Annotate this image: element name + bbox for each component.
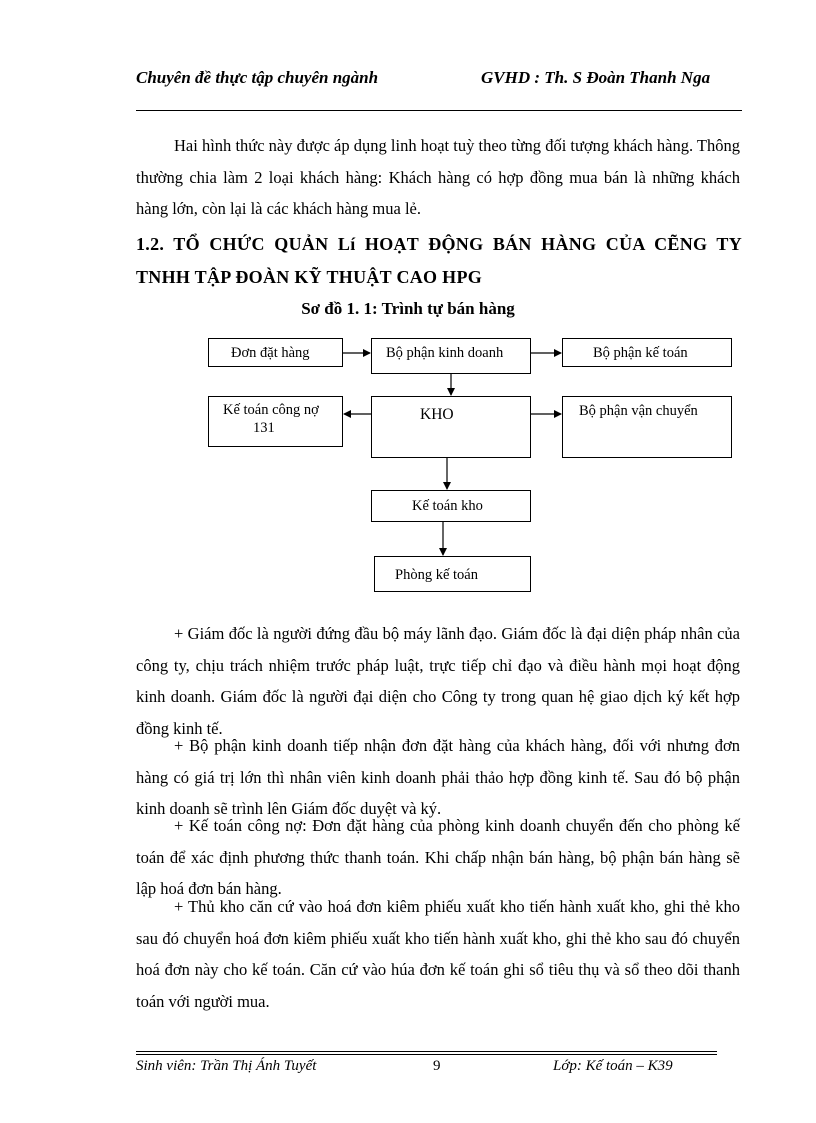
box-accounting-office: Phòng kế toán	[374, 556, 531, 592]
page-number: 9	[433, 1058, 441, 1074]
box-debt-code: 131	[253, 420, 275, 436]
box-sales-department: Bộ phận kinh doanh	[371, 338, 531, 374]
box-stock-accounting: Kế toán kho	[371, 490, 531, 522]
footer-class: Lớp: Kế toán – K39	[553, 1058, 673, 1074]
box-debt-accounting	[208, 396, 343, 447]
header-divider	[136, 110, 742, 111]
footer-divider-bottom	[136, 1054, 717, 1055]
box-accounting-department: Bộ phận kế toán	[562, 338, 732, 367]
warehouse-paragraph: + Thủ kho căn cứ vào hoá đơn kiêm phiếu xuất kho tiến hành xuất kho, ghi thẻ kho sau đó chuyển hoá đơn kiêm phiếu xuất kho tiến hành xuất kho, ghi thẻ kho sau đó chuyển hoá đơn này cho kế toán. Căn cứ vào húa đơn kế toán ghi sổ tiêu thụ và sổ theo dõi thanh toán với người mua.	[136, 897, 740, 1011]
box-shipping: Bộ phận vận chuyển	[562, 396, 732, 458]
box-debt-label: Kế toán công nợ	[223, 402, 319, 418]
director-paragraph: + Giám đốc là người đứng đầu bộ máy lãnh đạo. Giám đốc là đại diện pháp nhân của công ty, chịu trách nhiệm trước pháp luật, trực tiếp chỉ đạo và điều hành mọi hoạt động kinh doanh. Giám đốc là người đại diện cho Công ty trong quan hệ giao dịch ký kết hợp đồng kinh tế.	[136, 624, 740, 738]
footer-divider-top	[136, 1051, 717, 1052]
section-heading: 1.2. TỔ CHỨC QUẢN Lí HOẠT ĐỘNG BÁN HÀNG CỦA CẼNG TY TNHH TẬP ĐOÀN KỸ THUẬT CAO HPG	[136, 234, 742, 287]
footer-student: Sinh viên: Trần Thị Ánh Tuyết	[136, 1058, 317, 1074]
box-order: Đơn đặt hàng	[208, 338, 343, 367]
debt-paragraph: + Kế toán công nợ: Đơn đặt hàng của phòng kinh doanh chuyển đến cho phòng kế toán để xác định phương thức thanh toán. Khi chấp nhận bán hàng, bộ phận bán hàng sẽ lập hoá đơn bán hàng.	[136, 816, 740, 898]
diagram-title: Sơ đồ 1. 1: Trình tự bán hàng	[301, 299, 515, 318]
header-supervisor: GVHD : Th. S Đoàn Thanh Nga	[481, 68, 711, 87]
header-title: Chuyên đề thực tập chuyên ngành	[136, 68, 379, 87]
intro-paragraph: Hai hình thức này được áp dụng linh hoạt tuỳ theo từng đối tượng khách hàng. Thông thường chia làm 2 loại khách hàng: Khách hàng có hợp đồng mua bán là những khách hàng lớn, còn lại là các khách hàng mua lẻ.	[136, 136, 740, 218]
sales-paragraph: + Bộ phận kinh doanh tiếp nhận đơn đặt hàng của khách hàng, đối với nhưng đơn hàng có giá trị lớn thì nhân viên kinh doanh phải thảo hợp đồng kinh tế. Sau đó bộ phận kinh doanh sẽ trình lên Giám đốc duyệt và ký.	[136, 736, 740, 818]
box-warehouse: KHO	[371, 396, 531, 458]
